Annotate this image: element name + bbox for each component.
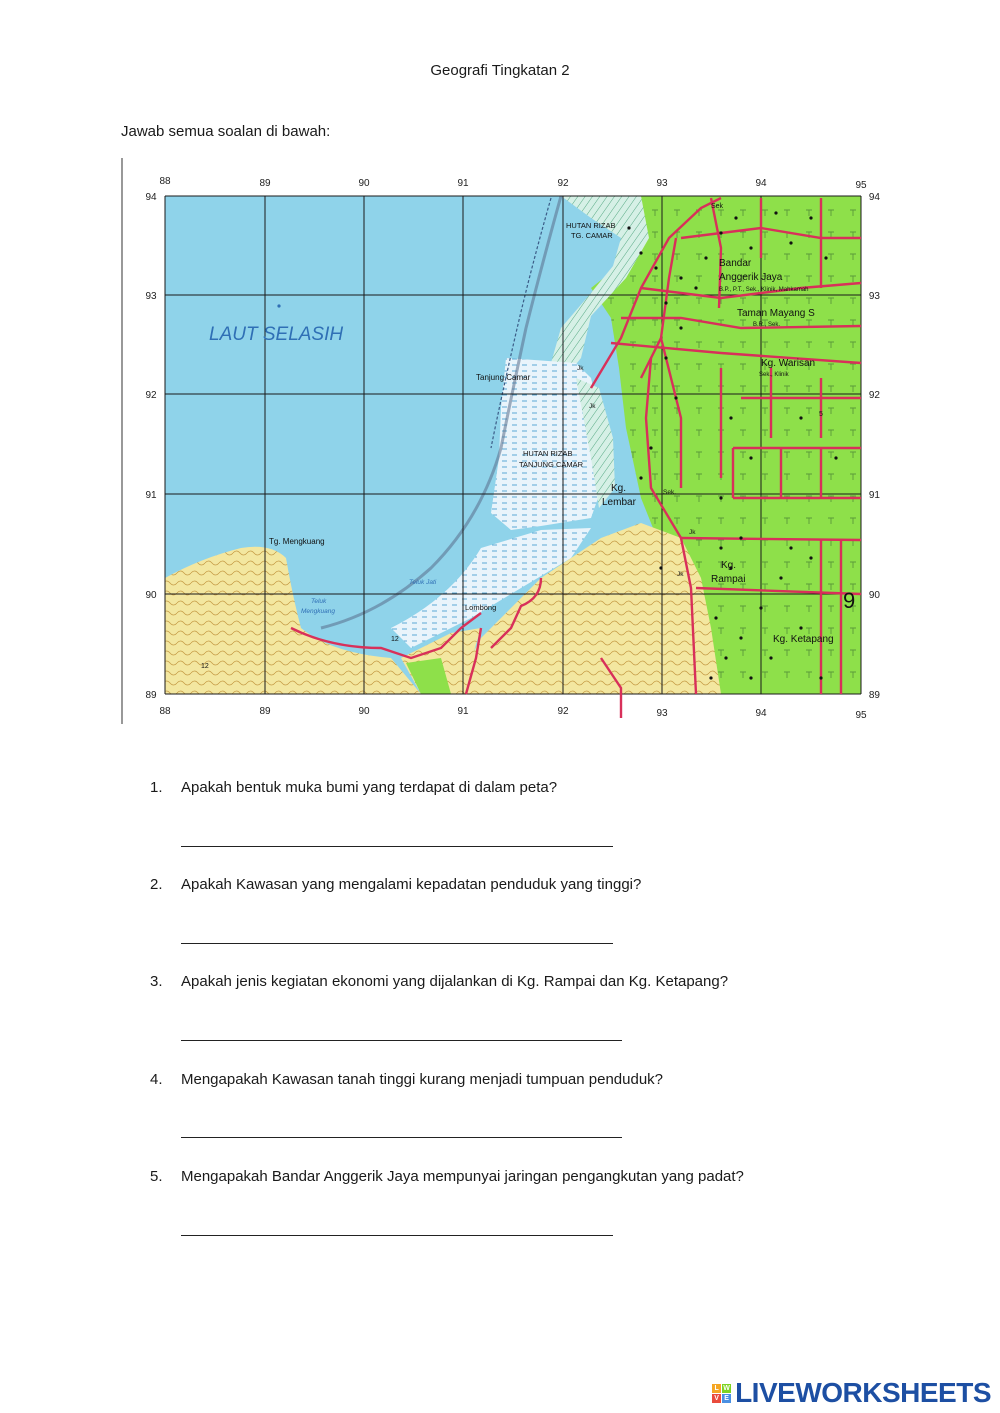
grid-label-left: 93 bbox=[145, 291, 157, 302]
label-teluk-jati: Teluk Jati bbox=[409, 579, 437, 586]
label-jetty: Jk bbox=[577, 365, 584, 372]
answer-line-3[interactable] bbox=[181, 1040, 622, 1041]
label-sek: Sek bbox=[711, 203, 724, 210]
question-number: 2. bbox=[150, 876, 163, 893]
page-title: Geografi Tingkatan 2 bbox=[430, 62, 570, 79]
label-taman-mayang: Taman Mayang S bbox=[737, 308, 815, 319]
label-kg-rampai: Rampai bbox=[711, 574, 746, 585]
label-taman-facilities: B.R., Sek. bbox=[753, 322, 781, 328]
grid-label-right: 91 bbox=[868, 490, 880, 501]
label-height: 12 bbox=[391, 636, 399, 643]
grid-label-bottom: 88 bbox=[159, 706, 171, 717]
label-kg-ketapang: Kg. Ketapang bbox=[773, 634, 834, 645]
label-sek-lembar: Sek. bbox=[663, 489, 677, 496]
grid-label-top: 91 bbox=[457, 178, 469, 189]
answer-line-5[interactable] bbox=[181, 1235, 613, 1236]
grid-label-top: 89 bbox=[259, 178, 271, 189]
grid-label-right: 89 bbox=[868, 690, 880, 701]
grid-label-bottom: 95 bbox=[855, 710, 867, 721]
logo-wordmark: LIVEWORKSHEETS bbox=[735, 1377, 991, 1408]
question-number: 5. bbox=[150, 1168, 163, 1185]
label-hutan-rizab-middle: TANJUNG CAMAR bbox=[519, 460, 584, 469]
label-height: 5 bbox=[819, 411, 823, 418]
label-jetty: Jk bbox=[689, 529, 696, 536]
grid-label-left: 91 bbox=[145, 490, 157, 501]
instruction-text: Jawab semua soalan di bawah: bbox=[121, 123, 331, 140]
grid-label-top: 95 bbox=[855, 180, 867, 191]
question-text: Apakah jenis kegiatan ekonomi yang dijalankan di Kg. Rampai dan Kg. Ketapang? bbox=[181, 973, 729, 990]
grid-label-right: 90 bbox=[868, 590, 880, 601]
grid-label-left: 89 bbox=[145, 690, 157, 701]
grid-label-right: 93 bbox=[868, 291, 880, 302]
question-4 bbox=[150, 1071, 663, 1088]
label-lombong: Lombong bbox=[465, 603, 497, 612]
label-bandar: Anggerik Jaya bbox=[719, 272, 783, 283]
question-number: 1. bbox=[150, 779, 163, 796]
grid-label-left: 94 bbox=[145, 192, 157, 203]
label-kg-rampai: Kg. bbox=[721, 560, 737, 571]
question-text: Apakah Kawasan yang mengalami kepadatan penduduk yang tinggi? bbox=[181, 876, 642, 893]
logo-icon: L W V E bbox=[712, 1384, 731, 1403]
grid-label-top: 88 bbox=[159, 176, 171, 187]
label-teluk-mengkuang: Teluk bbox=[311, 598, 327, 605]
label-jetty: Jk bbox=[677, 571, 684, 578]
topographic-map bbox=[121, 158, 881, 726]
label-kg-lembar: Kg. bbox=[611, 483, 627, 494]
label-warisan-facilities: Sek., Klinik bbox=[759, 372, 789, 378]
answer-line-4[interactable] bbox=[181, 1137, 622, 1138]
question-number: 3. bbox=[150, 973, 163, 990]
label-bandar: Bandar bbox=[719, 258, 752, 269]
label-bandar-facilities: B.P., P.T., Sek., Klinik, Mahkamah bbox=[719, 287, 809, 293]
label-height: 9 bbox=[843, 588, 856, 613]
grid-label-top: 94 bbox=[755, 178, 767, 189]
grid-label-bottom: 92 bbox=[557, 706, 569, 717]
grid-label-top: 90 bbox=[358, 178, 370, 189]
question-1 bbox=[150, 779, 557, 796]
liveworksheets-logo bbox=[712, 1378, 991, 1408]
question-text: Apakah bentuk muka bumi yang terdapat di dalam peta? bbox=[181, 779, 558, 796]
label-teluk-mengkuang: Mengkuang bbox=[301, 608, 335, 615]
grid-label-bottom: 90 bbox=[358, 706, 370, 717]
question-5 bbox=[150, 1168, 744, 1185]
grid-label-bottom: 89 bbox=[259, 706, 271, 717]
label-height: 12 bbox=[201, 663, 209, 670]
grid-label-top: 93 bbox=[656, 178, 668, 189]
grid-label-bottom: 93 bbox=[656, 708, 668, 719]
grid-label-left: 90 bbox=[145, 590, 157, 601]
answer-line-1[interactable] bbox=[181, 846, 613, 847]
label-hutan-rizab-north: TG. CAMAR bbox=[571, 231, 613, 240]
label-hutan-rizab-middle: HUTAN RIZAB bbox=[523, 449, 573, 458]
question-2 bbox=[150, 876, 641, 893]
grid-label-top: 92 bbox=[557, 178, 569, 189]
label-tg-mengkuang: Tg. Mengkuang bbox=[269, 537, 325, 546]
label-jetty: Jk bbox=[589, 403, 596, 410]
label-tanjung-camar: Tanjung Camar bbox=[476, 373, 531, 382]
question-3 bbox=[150, 973, 728, 990]
grid-label-right: 92 bbox=[868, 390, 880, 401]
grid-label-right: 94 bbox=[868, 192, 880, 203]
question-text: Mengapakah Bandar Anggerik Jaya mempunyai jaringan pengangkutan yang padat? bbox=[181, 1168, 744, 1185]
grid-label-bottom: 91 bbox=[457, 706, 469, 717]
label-kg-lembar: Lembar bbox=[602, 497, 636, 508]
answer-line-2[interactable] bbox=[181, 943, 613, 944]
label-laut-selasih: LAUT SELASIH bbox=[209, 324, 344, 345]
label-kg-warisan: Kg. Warisan bbox=[761, 358, 816, 369]
grid-label-left: 92 bbox=[145, 390, 157, 401]
question-number: 4. bbox=[150, 1071, 163, 1088]
label-hutan-rizab-north: HUTAN RIZAB bbox=[566, 221, 616, 230]
grid-label-bottom: 94 bbox=[755, 708, 767, 719]
question-text: Mengapakah Kawasan tanah tinggi kurang menjadi tumpuan penduduk? bbox=[181, 1071, 664, 1088]
